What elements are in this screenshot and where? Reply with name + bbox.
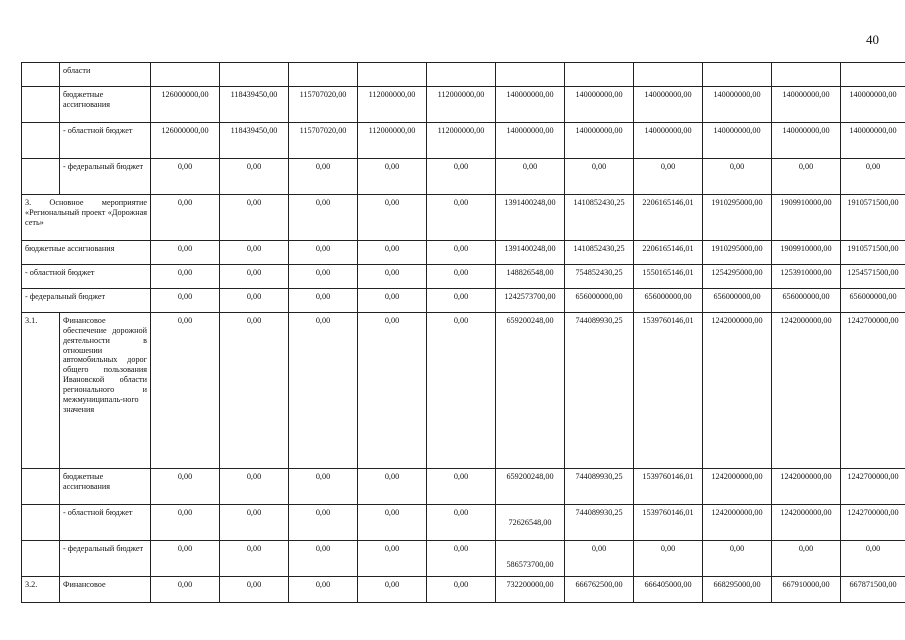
value-cell: 0,00	[358, 505, 427, 541]
row-number	[22, 469, 60, 505]
value-cell: 754852430,25	[565, 265, 634, 289]
value-cell: 1242700000,00	[841, 469, 905, 505]
value-cell: 667871500,00	[841, 577, 905, 603]
table-row	[22, 123, 905, 159]
value-cell: 0,00	[358, 265, 427, 289]
value-cell: 0,00	[220, 505, 289, 541]
value-cell: 0,00	[151, 577, 220, 603]
value-cell: 112000000,00	[358, 87, 427, 123]
value-cell: 0,00	[841, 541, 905, 577]
value-cell	[841, 63, 905, 87]
table-row	[22, 289, 905, 313]
value-cell: 118439450,00	[220, 123, 289, 159]
value-cell: 1254295000,00	[703, 265, 772, 289]
row-label: бюджетные ассигнования	[60, 87, 151, 123]
value-cell: 0,00	[358, 159, 427, 195]
value-cell: 148826548,00	[496, 265, 565, 289]
value-cell: 0,00	[427, 469, 496, 505]
value-cell: 659200248,00	[496, 313, 565, 469]
value-cell	[634, 63, 703, 87]
value-cell: 0,00	[289, 313, 358, 469]
value-cell: 0,00	[289, 241, 358, 265]
row-number: 3.1.	[22, 313, 60, 469]
value-cell: 0,00	[358, 313, 427, 469]
value-cell: 1539760146,01	[634, 313, 703, 469]
value-cell: 0,00	[565, 541, 634, 577]
value-cell: 0,00	[358, 195, 427, 241]
value-cell: 1242000000,00	[772, 313, 841, 469]
value-cell: 0,00	[496, 159, 565, 195]
value-cell: 0,00	[220, 313, 289, 469]
value-cell: 1910571500,00	[841, 241, 905, 265]
value-cell: 0,00	[220, 289, 289, 313]
value-cell: 1910571500,00	[841, 195, 905, 241]
value-cell: 0,00	[358, 289, 427, 313]
value-cell: 2206165146,01	[634, 241, 703, 265]
value-cell: 0,00	[634, 541, 703, 577]
table-row	[22, 469, 905, 505]
value-cell: 0,00	[220, 159, 289, 195]
row-number: 3.2.	[22, 577, 60, 603]
row-number	[22, 159, 60, 195]
value-cell	[427, 63, 496, 87]
value-cell: 112000000,00	[358, 123, 427, 159]
value-cell: 0,00	[289, 577, 358, 603]
value-cell: 0,00	[220, 577, 289, 603]
value-cell: 0,00	[289, 289, 358, 313]
value-cell: 1253910000,00	[772, 265, 841, 289]
row-label: области	[60, 63, 151, 87]
row-label: 3. Основное мероприятие «Региональный проект «Дорожная сеть»	[22, 195, 151, 241]
value-cell: 0,00	[151, 159, 220, 195]
value-cell	[703, 63, 772, 87]
value-cell: 1550165146,01	[634, 265, 703, 289]
value-cell: 0,00	[220, 195, 289, 241]
value-cell: 1539760146,01	[634, 469, 703, 505]
table-row	[22, 87, 905, 123]
value-cell: 0,00	[220, 469, 289, 505]
row-number	[22, 505, 60, 541]
row-label: - федеральный бюджет	[22, 289, 151, 313]
value-cell: 0,00	[289, 159, 358, 195]
value-cell: 140000000,00	[703, 123, 772, 159]
row-number	[22, 63, 60, 87]
row-label: - областной бюджет	[22, 265, 151, 289]
value-cell: 0,00	[427, 577, 496, 603]
value-cell: 744089930,25	[565, 313, 634, 469]
value-cell: 0,00	[427, 195, 496, 241]
value-cell: 0,00	[703, 541, 772, 577]
row-label: бюджетные ассигнования	[60, 469, 151, 505]
value-cell: 140000000,00	[634, 87, 703, 123]
value-cell: 140000000,00	[634, 123, 703, 159]
value-cell: 0,00	[358, 577, 427, 603]
value-cell: 0,00	[427, 313, 496, 469]
value-cell: 1242700000,00	[841, 505, 905, 541]
value-cell: 0,00	[289, 541, 358, 577]
value-cell: 1910295000,00	[703, 195, 772, 241]
value-cell: 0,00	[151, 195, 220, 241]
value-cell: 1242000000,00	[703, 505, 772, 541]
row-label: Финансовое обеспечение дорожной деятельности в отношении автомобильных дорог общего пользования Ивановской области регионального и межмуниципаль-ного значения	[60, 313, 151, 469]
value-cell: 0,00	[151, 469, 220, 505]
value-cell: 2206165146,01	[634, 195, 703, 241]
value-cell: 115707020,00	[289, 87, 358, 123]
value-cell: 0,00	[427, 241, 496, 265]
value-cell: 140000000,00	[565, 123, 634, 159]
value-cell: 1242700000,00	[841, 313, 905, 469]
value-cell: 0,00	[220, 265, 289, 289]
value-cell: 1539760146,01	[634, 505, 703, 541]
value-cell: 656000000,00	[772, 289, 841, 313]
value-cell: 0,00	[151, 313, 220, 469]
value-cell: 0,00	[427, 159, 496, 195]
value-cell: 0,00	[427, 505, 496, 541]
row-label: Финансовое	[60, 577, 151, 603]
row-number	[22, 123, 60, 159]
value-cell: 1242000000,00	[772, 505, 841, 541]
value-cell: 0,00	[289, 265, 358, 289]
value-cell: 1410852430,25	[565, 241, 634, 265]
value-cell: 0,00	[151, 265, 220, 289]
value-cell: 1909910000,00	[772, 241, 841, 265]
row-label: - федеральный бюджет	[60, 541, 151, 577]
value-cell: 656000000,00	[634, 289, 703, 313]
value-cell: 140000000,00	[565, 87, 634, 123]
table-row	[22, 541, 905, 577]
table-row	[22, 195, 905, 241]
value-cell: 0,00	[358, 541, 427, 577]
table-row	[22, 241, 905, 265]
value-cell: 0,00	[841, 159, 905, 195]
value-cell: 1410852430,25	[565, 195, 634, 241]
value-cell: 1254571500,00	[841, 265, 905, 289]
value-cell: 0,00	[427, 541, 496, 577]
value-cell: 0,00	[358, 241, 427, 265]
value-cell	[772, 63, 841, 87]
value-cell: 140000000,00	[772, 123, 841, 159]
value-cell: 659200248,00	[496, 469, 565, 505]
value-cell	[358, 63, 427, 87]
value-cell: 0,00	[220, 541, 289, 577]
value-cell: 72626548,00	[496, 505, 565, 541]
value-cell: 0,00	[772, 541, 841, 577]
value-cell: 140000000,00	[496, 87, 565, 123]
value-cell	[151, 63, 220, 87]
table-row	[22, 313, 905, 469]
value-cell: 668295000,00	[703, 577, 772, 603]
value-cell	[565, 63, 634, 87]
value-cell: 0,00	[772, 159, 841, 195]
value-cell: 0,00	[565, 159, 634, 195]
value-cell: 0,00	[151, 241, 220, 265]
value-cell: 0,00	[289, 505, 358, 541]
value-cell: 126000000,00	[151, 123, 220, 159]
value-cell: 1242573700,00	[496, 289, 565, 313]
value-cell: 126000000,00	[151, 87, 220, 123]
value-cell: 656000000,00	[565, 289, 634, 313]
value-cell: 1242000000,00	[703, 469, 772, 505]
value-cell: 140000000,00	[772, 87, 841, 123]
value-cell: 0,00	[151, 289, 220, 313]
table-row	[22, 505, 905, 541]
value-cell: 140000000,00	[703, 87, 772, 123]
value-cell: 112000000,00	[427, 87, 496, 123]
value-cell: 0,00	[289, 469, 358, 505]
value-cell: 118439450,00	[220, 87, 289, 123]
value-cell: 586573700,00	[496, 541, 565, 577]
budget-table	[21, 62, 905, 603]
value-cell: 140000000,00	[841, 87, 905, 123]
page-number: 40	[866, 32, 879, 47]
row-number	[22, 541, 60, 577]
row-label: - федеральный бюджет	[60, 159, 151, 195]
row-number	[22, 87, 60, 123]
value-cell: 667910000,00	[772, 577, 841, 603]
value-cell	[496, 63, 565, 87]
value-cell: 1391400248,00	[496, 241, 565, 265]
value-cell: 656000000,00	[703, 289, 772, 313]
value-cell: 666762500,00	[565, 577, 634, 603]
value-cell: 732200000,00	[496, 577, 565, 603]
value-cell: 744089930,25	[565, 469, 634, 505]
row-label: бюджетные ассигнования	[22, 241, 151, 265]
table-row	[22, 265, 905, 289]
value-cell: 1391400248,00	[496, 195, 565, 241]
value-cell: 0,00	[703, 159, 772, 195]
row-label: - областной бюджет	[60, 505, 151, 541]
value-cell: 0,00	[151, 505, 220, 541]
value-cell: 1242000000,00	[703, 313, 772, 469]
table-row	[22, 63, 905, 87]
value-cell: 0,00	[289, 195, 358, 241]
row-label: - областной бюджет	[60, 123, 151, 159]
value-cell	[289, 63, 358, 87]
value-cell: 1909910000,00	[772, 195, 841, 241]
value-cell: 0,00	[634, 159, 703, 195]
table-row	[22, 577, 905, 603]
value-cell: 140000000,00	[496, 123, 565, 159]
value-cell: 0,00	[427, 265, 496, 289]
value-cell: 0,00	[220, 241, 289, 265]
value-cell: 140000000,00	[841, 123, 905, 159]
value-cell: 112000000,00	[427, 123, 496, 159]
value-cell: 666405000,00	[634, 577, 703, 603]
value-cell: 0,00	[427, 289, 496, 313]
table-row	[22, 159, 905, 195]
value-cell: 0,00	[151, 541, 220, 577]
value-cell: 1242000000,00	[772, 469, 841, 505]
value-cell: 744089930,25	[565, 505, 634, 541]
value-cell	[220, 63, 289, 87]
value-cell: 0,00	[358, 469, 427, 505]
value-cell: 1910295000,00	[703, 241, 772, 265]
value-cell: 115707020,00	[289, 123, 358, 159]
value-cell: 656000000,00	[841, 289, 905, 313]
